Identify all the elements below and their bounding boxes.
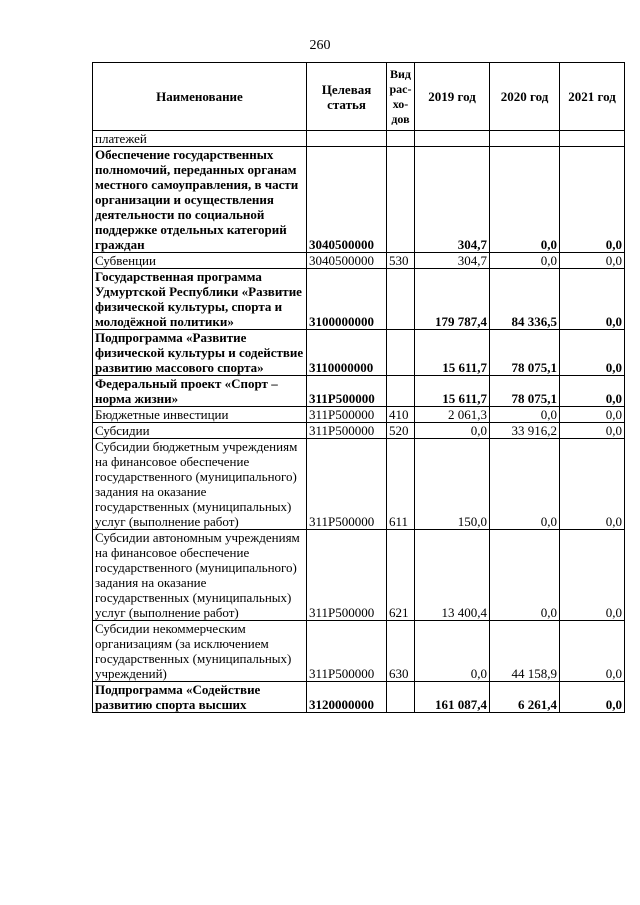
row-value-2019: 161 087,4 xyxy=(415,682,490,713)
row-value-2021: 0,0 xyxy=(560,147,625,253)
row-expense-kind: 630 xyxy=(387,621,415,682)
table-row xyxy=(93,131,625,147)
table-row xyxy=(93,439,625,530)
row-value-2021: 0,0 xyxy=(560,530,625,621)
row-value-2021: 0,0 xyxy=(560,330,625,376)
row-name: Подпрограмма «Содействие развитию спорта высших xyxy=(93,682,307,713)
row-value-2019: 13 400,4 xyxy=(415,530,490,621)
row-name: Подпрограмма «Развитие физической культуры и содействие развитию массового спорта» xyxy=(93,330,307,376)
header-name: Наименование xyxy=(93,63,307,131)
row-value-2021: 0,0 xyxy=(560,269,625,330)
table-row xyxy=(93,423,625,439)
row-name: Субсидии некоммерческим организациям (за исключением государственных (муниципальных) учреждений) xyxy=(93,621,307,682)
row-value-2020: 0,0 xyxy=(490,253,560,269)
table-row xyxy=(93,407,625,423)
row-value-2021: 0,0 xyxy=(560,376,625,407)
row-value-2019: 0,0 xyxy=(415,621,490,682)
row-expense-kind xyxy=(387,682,415,713)
table-row xyxy=(93,682,625,713)
table-row xyxy=(93,621,625,682)
table-row xyxy=(93,269,625,330)
header-2021: 2021 год xyxy=(560,63,625,131)
row-value-2019: 15 611,7 xyxy=(415,376,490,407)
row-name: Субсидии xyxy=(93,423,307,439)
row-expense-kind xyxy=(387,330,415,376)
row-name: Бюджетные инвестиции xyxy=(93,407,307,423)
row-target-code: 3110000000 xyxy=(307,330,387,376)
header-2019: 2019 год xyxy=(415,63,490,131)
row-value-2021: 0,0 xyxy=(560,621,625,682)
row-value-2020: 0,0 xyxy=(490,147,560,253)
row-expense-kind: 530 xyxy=(387,253,415,269)
row-value-2019: 15 611,7 xyxy=(415,330,490,376)
row-value-2019: 150,0 xyxy=(415,439,490,530)
row-value-2019: 0,0 xyxy=(415,423,490,439)
header-target: Целевая статья xyxy=(307,63,387,131)
row-value-2020: 0,0 xyxy=(490,407,560,423)
row-value-2020: 84 336,5 xyxy=(490,269,560,330)
row-expense-kind xyxy=(387,376,415,407)
header-2020: 2020 год xyxy=(490,63,560,131)
table-row xyxy=(93,253,625,269)
row-target-code xyxy=(307,131,387,147)
row-value-2020 xyxy=(490,131,560,147)
row-value-2020: 6 261,4 xyxy=(490,682,560,713)
row-name: Субвенции xyxy=(93,253,307,269)
table-row xyxy=(93,376,625,407)
row-value-2021: 0,0 xyxy=(560,423,625,439)
row-name: Субсидии бюджетным учреждениям на финансовое обеспечение государственного (муниципального) задания на оказание государственных (муниципальных) услуг (выполнение работ) xyxy=(93,439,307,530)
row-target-code: 3040500000 xyxy=(307,147,387,253)
table-row xyxy=(93,530,625,621)
page-number: 260 xyxy=(309,38,331,53)
row-value-2019: 304,7 xyxy=(415,253,490,269)
row-name: Обеспечение государственных полномочий, переданных органам местного самоуправления, в части организации и осуществления деятельности по социальной поддержке отдельных категорий граждан xyxy=(93,147,307,253)
table-header-row xyxy=(93,63,625,131)
row-value-2020: 78 075,1 xyxy=(490,376,560,407)
row-expense-kind xyxy=(387,269,415,330)
row-value-2020: 0,0 xyxy=(490,530,560,621)
row-expense-kind: 520 xyxy=(387,423,415,439)
row-target-code: 311P500000 xyxy=(307,439,387,530)
row-value-2021: 0,0 xyxy=(560,682,625,713)
header-kind: Вид рас-хо-дов xyxy=(387,63,415,131)
row-value-2020: 78 075,1 xyxy=(490,330,560,376)
row-value-2020: 33 916,2 xyxy=(490,423,560,439)
row-value-2020: 44 158,9 xyxy=(490,621,560,682)
row-target-code: 311P500000 xyxy=(307,621,387,682)
row-value-2021: 0,0 xyxy=(560,253,625,269)
row-target-code: 311P500000 xyxy=(307,423,387,439)
row-value-2021: 0,0 xyxy=(560,407,625,423)
row-value-2019: 2 061,3 xyxy=(415,407,490,423)
row-target-code: 3040500000 xyxy=(307,253,387,269)
row-name: Федеральный проект «Спорт – норма жизни» xyxy=(93,376,307,407)
row-value-2020: 0,0 xyxy=(490,439,560,530)
row-expense-kind xyxy=(387,147,415,253)
row-value-2019: 304,7 xyxy=(415,147,490,253)
row-value-2021 xyxy=(560,131,625,147)
row-expense-kind: 611 xyxy=(387,439,415,530)
row-target-code: 3100000000 xyxy=(307,269,387,330)
row-value-2019: 179 787,4 xyxy=(415,269,490,330)
row-target-code: 3120000000 xyxy=(307,682,387,713)
table-row xyxy=(93,147,625,253)
row-target-code: 311P500000 xyxy=(307,407,387,423)
row-expense-kind: 410 xyxy=(387,407,415,423)
row-value-2019 xyxy=(415,131,490,147)
row-name: Государственная программа Удмуртской Республики «Развитие физической культуры, спорта и молодёжной политики» xyxy=(93,269,307,330)
row-expense-kind: 621 xyxy=(387,530,415,621)
row-target-code: 311P500000 xyxy=(307,530,387,621)
table-row xyxy=(93,330,625,376)
row-target-code: 311P500000 xyxy=(307,376,387,407)
row-value-2021: 0,0 xyxy=(560,439,625,530)
row-name: Субсидии автономным учреждениям на финансовое обеспечение государственного (муниципального) задания на оказание государственных (муниципальных) услуг (выполнение работ) xyxy=(93,530,307,621)
row-name: платежей xyxy=(93,131,307,147)
budget-table xyxy=(92,62,625,713)
row-expense-kind xyxy=(387,131,415,147)
